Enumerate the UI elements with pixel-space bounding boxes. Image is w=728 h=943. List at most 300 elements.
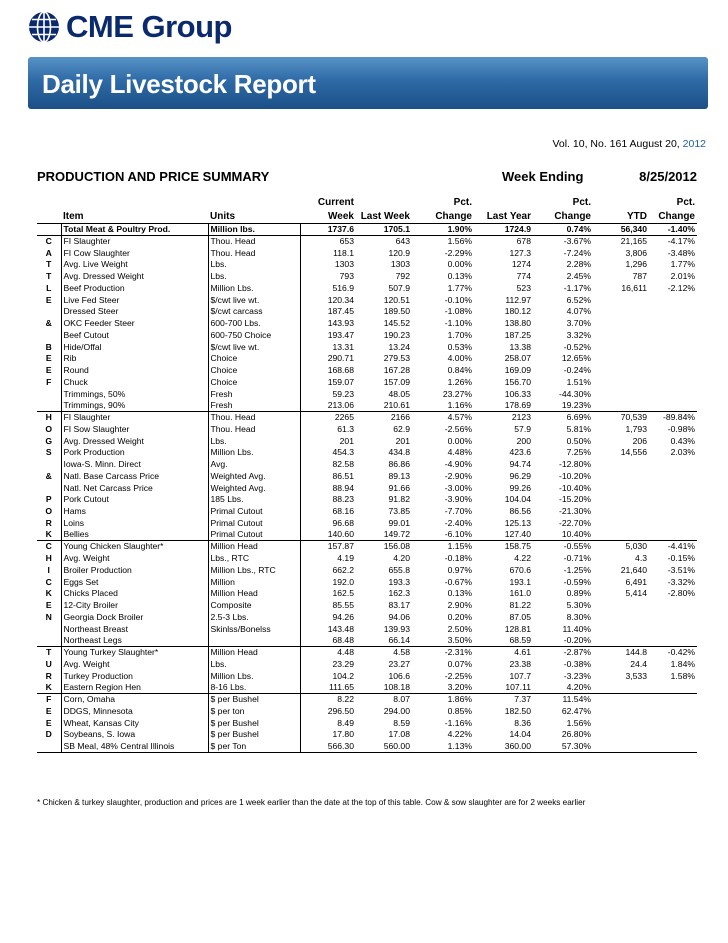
pct-change-year: 4.07% xyxy=(566,306,591,317)
total-units: Million lbs. xyxy=(208,223,300,235)
pct-change-year: -44.30% xyxy=(558,388,591,399)
item: SB Meal, 48% Central Illinois xyxy=(61,740,208,752)
item: Soybeans, S. Iowa xyxy=(61,729,208,741)
units: Fresh xyxy=(208,388,300,400)
pct-change-ytd: 1.58% xyxy=(670,670,695,681)
current-week: 662.2 xyxy=(332,564,354,575)
item: Dressed Steer xyxy=(61,306,208,318)
last-year: 138.80 xyxy=(504,318,531,328)
last-week: 73.85 xyxy=(388,506,410,516)
week-ending-label: Week Ending xyxy=(502,169,584,184)
pct-change: -2.25% xyxy=(444,670,472,681)
pct-change: 0.53% xyxy=(447,341,472,352)
units: Choice xyxy=(208,353,300,365)
current-week: 85.55 xyxy=(332,600,354,610)
pct-change: 4.22% xyxy=(447,729,472,740)
table-row xyxy=(37,376,697,388)
category-letter: E xyxy=(37,364,61,376)
category-letter: F xyxy=(37,376,61,388)
current-week: 82.58 xyxy=(332,459,354,469)
last-week: 120.9 xyxy=(388,247,410,258)
category-letter: C xyxy=(37,235,61,247)
pct-change-year: 0.89% xyxy=(566,588,591,599)
pct-change: -2.90% xyxy=(444,470,472,481)
table-row xyxy=(37,564,697,576)
pct-change-year: 2.28% xyxy=(566,259,591,270)
last-year: 4.22 xyxy=(514,553,531,563)
units: Avg. xyxy=(208,458,300,470)
pct-change-ytd: -4.41% xyxy=(649,541,697,553)
pct-change-year: 2.45% xyxy=(566,271,591,281)
units: Choice xyxy=(208,364,300,376)
ytd xyxy=(593,400,649,412)
pct-change-ytd xyxy=(649,364,697,376)
pct-change-ytd: -0.42% xyxy=(649,646,697,658)
table-row xyxy=(37,400,697,412)
category-letter: R xyxy=(37,517,61,529)
pct-change-year: -10.40% xyxy=(558,482,591,493)
current-week: 1303 xyxy=(334,259,354,270)
total-row xyxy=(37,223,697,235)
units: 8-16 Lbs. xyxy=(208,682,300,694)
ytd xyxy=(593,599,649,611)
table-row xyxy=(37,717,697,729)
pct-change-ytd xyxy=(649,729,697,741)
last-week: 1303 xyxy=(390,259,410,270)
item: Pork Cutout xyxy=(61,494,208,506)
table-row xyxy=(37,646,697,658)
category-letter: G xyxy=(37,435,61,447)
last-year: 169.09 xyxy=(504,365,531,375)
header-row-top xyxy=(37,195,697,209)
table-row xyxy=(37,435,697,447)
pct-change-year: -1.17% xyxy=(563,282,591,293)
last-year: 158.75 xyxy=(474,541,533,553)
item: Beef Production xyxy=(61,282,208,294)
category-letter xyxy=(37,329,61,341)
ytd xyxy=(593,693,649,705)
ytd: 206 xyxy=(632,435,647,446)
week-ending-date: 8/25/2012 xyxy=(639,169,697,184)
pct-change-year: 8.30% xyxy=(566,611,591,622)
ytd xyxy=(593,505,649,517)
last-week: 13.24 xyxy=(388,341,410,352)
pct-change-ytd xyxy=(649,306,697,318)
pct-change-ytd xyxy=(649,353,697,365)
pct-change-ytd xyxy=(649,388,697,400)
pct-change: -2.31% xyxy=(412,646,474,658)
units: Thou. Head xyxy=(208,411,300,423)
col-pct-top: Pct. xyxy=(453,197,472,208)
table-row xyxy=(37,317,697,329)
item: Round xyxy=(61,364,208,376)
last-year: 81.22 xyxy=(509,600,531,610)
last-week: 91.82 xyxy=(388,494,410,505)
units: Composite xyxy=(208,599,300,611)
table-row xyxy=(37,729,697,741)
pct-change: -1.16% xyxy=(444,717,472,728)
pct-change-year: 11.40% xyxy=(562,623,591,634)
col-item: Item xyxy=(63,210,84,222)
ytd: 3,806 xyxy=(625,247,647,258)
last-week: 294.00 xyxy=(383,705,410,716)
item: Wheat, Kansas City xyxy=(61,717,208,729)
pct-change-year: -3.67% xyxy=(533,235,593,247)
category-letter xyxy=(37,482,61,494)
last-week: 655.8 xyxy=(388,564,410,575)
current-week: 118.1 xyxy=(333,247,354,258)
ytd xyxy=(593,306,649,318)
current-week: 68.16 xyxy=(332,506,354,516)
units: Lbs. xyxy=(208,658,300,670)
report-title: Daily Livestock Report xyxy=(42,69,316,99)
table-row xyxy=(37,576,697,588)
units: Lbs. xyxy=(208,435,300,447)
last-year: 4.61 xyxy=(474,646,533,658)
ytd: 16,611 xyxy=(621,282,647,293)
last-week: 507.9 xyxy=(388,282,410,293)
category-letter: K xyxy=(37,588,61,600)
current-week: 8.22 xyxy=(300,693,356,705)
last-year: 94.74 xyxy=(509,459,531,469)
category-letter: P xyxy=(37,494,61,506)
last-year: 360.00 xyxy=(474,740,533,752)
last-week: 156.08 xyxy=(356,541,412,553)
report-header xyxy=(0,0,728,130)
units: Million Head xyxy=(208,588,300,600)
units: Lbs. xyxy=(208,270,300,282)
cme-group-logo: CME Group xyxy=(66,9,232,44)
last-year: 678 xyxy=(474,235,533,247)
last-week: 167.28 xyxy=(383,365,410,375)
total-pct2: 0.74% xyxy=(533,223,593,235)
last-week: 210.61 xyxy=(356,400,412,412)
col-pct2-top: Pct. xyxy=(572,197,591,208)
item: Chuck xyxy=(61,376,208,388)
pct-change: 3.20% xyxy=(412,682,474,694)
last-year: 2123 xyxy=(474,411,533,423)
last-year: 96.29 xyxy=(509,470,531,481)
table-row xyxy=(37,470,697,482)
item: Young Chicken Slaughter* xyxy=(61,541,208,553)
col-last-week: Last Week xyxy=(360,210,410,222)
pct-change-ytd: -3.48% xyxy=(667,247,695,258)
ytd xyxy=(593,705,649,717)
item: Hide/Offal xyxy=(61,341,208,353)
last-week: 193.3 xyxy=(388,576,410,587)
table-row xyxy=(37,458,697,470)
pct-change-ytd: 2.03% xyxy=(670,447,695,458)
units: Primal Cutout xyxy=(208,529,300,541)
category-letter: E xyxy=(37,599,61,611)
pct-change-ytd xyxy=(649,341,697,353)
units: $/cwt live wt. xyxy=(208,294,300,306)
pct-change-year: -10.20% xyxy=(558,470,591,481)
total-pct: 1.90% xyxy=(412,223,474,235)
current-week: 2265 xyxy=(300,411,356,423)
ytd: 24.4 xyxy=(630,658,647,669)
production-price-table xyxy=(37,195,697,753)
pct-change: -3.00% xyxy=(444,482,472,493)
category-letter: E xyxy=(37,353,61,365)
table-row xyxy=(37,270,697,282)
item: Avg. Weight xyxy=(61,658,208,670)
table-row xyxy=(37,529,697,541)
item: Georgia Dock Broiler xyxy=(61,611,208,623)
units: Million xyxy=(208,576,300,588)
pct-change-ytd xyxy=(649,693,697,705)
last-year: 187.25 xyxy=(504,329,531,340)
ytd xyxy=(593,341,649,353)
pct-change-ytd xyxy=(649,482,697,494)
units: Fresh xyxy=(208,400,300,412)
pct-change-year: -0.24% xyxy=(563,365,591,375)
globe-logo-icon xyxy=(28,11,60,43)
pct-change: 0.00% xyxy=(447,435,472,446)
units xyxy=(208,635,300,647)
current-week: 201 xyxy=(339,435,354,446)
units: Primal Cutout xyxy=(208,505,300,517)
pct-change-ytd: 2.01% xyxy=(670,271,695,281)
ytd xyxy=(593,458,649,470)
units: Million Lbs. xyxy=(208,447,300,459)
category-letter: C xyxy=(37,541,61,553)
table-row xyxy=(37,693,697,705)
table-row xyxy=(37,423,697,435)
pct-change-ytd: 1.77% xyxy=(670,259,695,270)
pct-change: 1.70% xyxy=(447,329,472,340)
pct-change-ytd: -3.32% xyxy=(667,576,695,587)
pct-change-year: -0.59% xyxy=(563,576,591,587)
table-row xyxy=(37,247,697,259)
pct-change-ytd xyxy=(649,740,697,752)
category-letter: U xyxy=(37,658,61,670)
pct-change-year: 7.25% xyxy=(566,447,591,458)
pct-change: -0.18% xyxy=(444,553,472,563)
units: Choice xyxy=(208,376,300,388)
last-year: 127.40 xyxy=(474,529,533,541)
pct-change: 0.13% xyxy=(447,588,472,599)
current-week: 157.87 xyxy=(300,541,356,553)
ytd: 5,414 xyxy=(625,588,647,599)
category-letter xyxy=(37,635,61,647)
last-year: 104.04 xyxy=(504,494,531,505)
table-row xyxy=(37,611,697,623)
pct-change-year: 10.40% xyxy=(533,529,593,541)
category-letter: K xyxy=(37,529,61,541)
summary-title-bar xyxy=(37,169,697,185)
category-letter: F xyxy=(37,693,61,705)
last-week: 120.51 xyxy=(383,294,410,305)
pct-change: 0.97% xyxy=(447,564,472,575)
pct-change-ytd xyxy=(649,529,697,541)
pct-change: 1.15% xyxy=(412,541,474,553)
pct-change: -1.10% xyxy=(444,318,472,328)
pct-change-ytd xyxy=(649,294,697,306)
item: Trimmings, 50% xyxy=(61,388,208,400)
ytd: 4.3 xyxy=(635,553,647,563)
issue-line xyxy=(552,138,706,150)
current-week: 86.51 xyxy=(332,470,354,481)
last-week: 145.52 xyxy=(383,318,410,328)
pct-change: 1.56% xyxy=(412,235,474,247)
current-week: 68.48 xyxy=(300,635,356,647)
pct-change-year: -0.38% xyxy=(563,658,591,669)
last-year: 13.38 xyxy=(509,341,531,352)
last-year: 193.1 xyxy=(509,576,531,587)
ytd xyxy=(593,376,649,388)
ytd xyxy=(593,482,649,494)
pct-change-year: 1.51% xyxy=(566,376,591,387)
current-week: 13.31 xyxy=(332,341,354,352)
last-year: 161.0 xyxy=(509,588,531,599)
current-week: 290.71 xyxy=(327,353,354,364)
current-week: 104.2 xyxy=(332,670,354,681)
pct-change-year: -22.70% xyxy=(558,517,591,528)
category-letter: R xyxy=(37,670,61,682)
table-row xyxy=(37,388,697,400)
item: Rib xyxy=(61,353,208,365)
units: Primal Cutout xyxy=(208,517,300,529)
pct-change-year: 19.23% xyxy=(533,400,593,412)
last-week: 62.9 xyxy=(393,423,410,434)
pct-change: -6.10% xyxy=(412,529,474,541)
pct-change: -0.10% xyxy=(444,294,472,305)
category-letter xyxy=(37,740,61,752)
ytd: 70,539 xyxy=(593,411,649,423)
category-letter: N xyxy=(37,611,61,623)
last-week: 2166 xyxy=(356,411,412,423)
ytd: 1,296 xyxy=(625,259,647,270)
category-letter: C xyxy=(37,576,61,588)
current-week: 4.48 xyxy=(300,646,356,658)
ytd xyxy=(593,729,649,741)
units: Skinlss/Bonelss xyxy=(208,623,300,635)
last-week: 162.3 xyxy=(388,588,410,599)
last-year: 57.9 xyxy=(514,423,531,434)
last-year: 128.81 xyxy=(504,623,531,634)
pct-change-year: -0.71% xyxy=(563,553,591,563)
table-row xyxy=(37,635,697,647)
pct-change-year: -21.30% xyxy=(558,506,591,516)
last-year: 1274 xyxy=(511,259,531,270)
pct-change: 0.00% xyxy=(447,259,472,270)
pct-change-ytd: 1.84% xyxy=(670,658,695,669)
current-week: 140.60 xyxy=(300,529,356,541)
pct-change-year: 6.52% xyxy=(566,294,591,305)
ytd: 1,793 xyxy=(625,423,647,434)
pct-change-ytd xyxy=(649,705,697,717)
last-year: 8.36 xyxy=(514,717,531,728)
current-week: 17.80 xyxy=(332,729,354,740)
pct-change: -4.90% xyxy=(444,459,472,469)
current-week: 187.45 xyxy=(327,306,354,317)
units: $ per Bushel xyxy=(208,729,300,741)
pct-change-year: 11.54% xyxy=(533,693,593,705)
pct-change-year: 6.69% xyxy=(533,411,593,423)
last-year: 125.13 xyxy=(504,517,531,528)
item: Avg. Dressed Weight xyxy=(61,435,208,447)
units: Million Lbs., RTC xyxy=(208,564,300,576)
item: DDGS, Minnesota xyxy=(61,705,208,717)
units: Lbs. xyxy=(208,259,300,271)
last-year: 200 xyxy=(516,435,531,446)
category-letter: A xyxy=(37,247,61,259)
ytd: 14,556 xyxy=(620,447,647,458)
last-year: 774 xyxy=(516,271,531,281)
item: Northeast Legs xyxy=(61,635,208,647)
pct-change: 0.07% xyxy=(447,658,472,669)
item: OKC Feeder Steer xyxy=(61,317,208,329)
table-row xyxy=(37,505,697,517)
pct-change-ytd xyxy=(649,470,697,482)
last-week: 190.23 xyxy=(383,329,410,340)
pct-change-year: 5.81% xyxy=(566,423,591,434)
pct-change-year: 4.20% xyxy=(533,682,593,694)
last-week: 643 xyxy=(356,235,412,247)
item: Live Fed Steer xyxy=(61,294,208,306)
table-row xyxy=(37,329,697,341)
pct-change-year: 3.32% xyxy=(566,329,591,340)
pct-change-year: 26.80% xyxy=(561,729,591,740)
table-row xyxy=(37,705,697,717)
total-current: 1737.6 xyxy=(300,223,356,235)
pct-change-year: 12.65% xyxy=(561,353,591,364)
pct-change-year: -1.25% xyxy=(563,564,591,575)
pct-change-ytd xyxy=(649,682,697,694)
col-current-bot: Week xyxy=(328,210,354,222)
pct-change-year: -12.80% xyxy=(558,459,591,469)
pct-change-ytd xyxy=(649,505,697,517)
last-year: 87.05 xyxy=(509,611,531,622)
pct-change-ytd xyxy=(649,635,697,647)
category-letter: E xyxy=(37,705,61,717)
item: Eastern Region Hen xyxy=(61,682,208,694)
ytd xyxy=(593,353,649,365)
current-week: 653 xyxy=(300,235,356,247)
table-row xyxy=(37,623,697,635)
current-week: 111.65 xyxy=(300,682,356,694)
ytd xyxy=(593,388,649,400)
ytd xyxy=(593,635,649,647)
current-week: 566.30 xyxy=(300,740,356,752)
current-week: 159.07 xyxy=(327,376,354,387)
pct-change-year: -2.87% xyxy=(533,646,593,658)
ytd: 5,030 xyxy=(593,541,649,553)
units: $ per ton xyxy=(208,705,300,717)
category-letter: H xyxy=(37,552,61,564)
table-row xyxy=(37,682,697,694)
table-row xyxy=(37,740,697,752)
issue-text: Vol. 10, No. 161 August 20, xyxy=(552,138,683,150)
units: Thou. Head xyxy=(208,423,300,435)
last-week: 139.93 xyxy=(383,623,410,634)
item: FI Sow Slaughter xyxy=(61,423,208,435)
pct-change-ytd xyxy=(649,717,697,729)
pct-change-ytd: -4.17% xyxy=(649,235,697,247)
pct-change: 1.26% xyxy=(447,376,472,387)
units: Million Head xyxy=(208,646,300,658)
units: $/cwt carcass xyxy=(208,306,300,318)
pct-change-year: -0.55% xyxy=(533,541,593,553)
pct-change-ytd xyxy=(649,376,697,388)
pct-change: 1.86% xyxy=(412,693,474,705)
last-year: 14.04 xyxy=(509,729,531,740)
current-week: 120.34 xyxy=(327,294,354,305)
ytd xyxy=(593,682,649,694)
pct-change: 0.85% xyxy=(447,705,472,716)
last-year: 523 xyxy=(516,282,531,293)
